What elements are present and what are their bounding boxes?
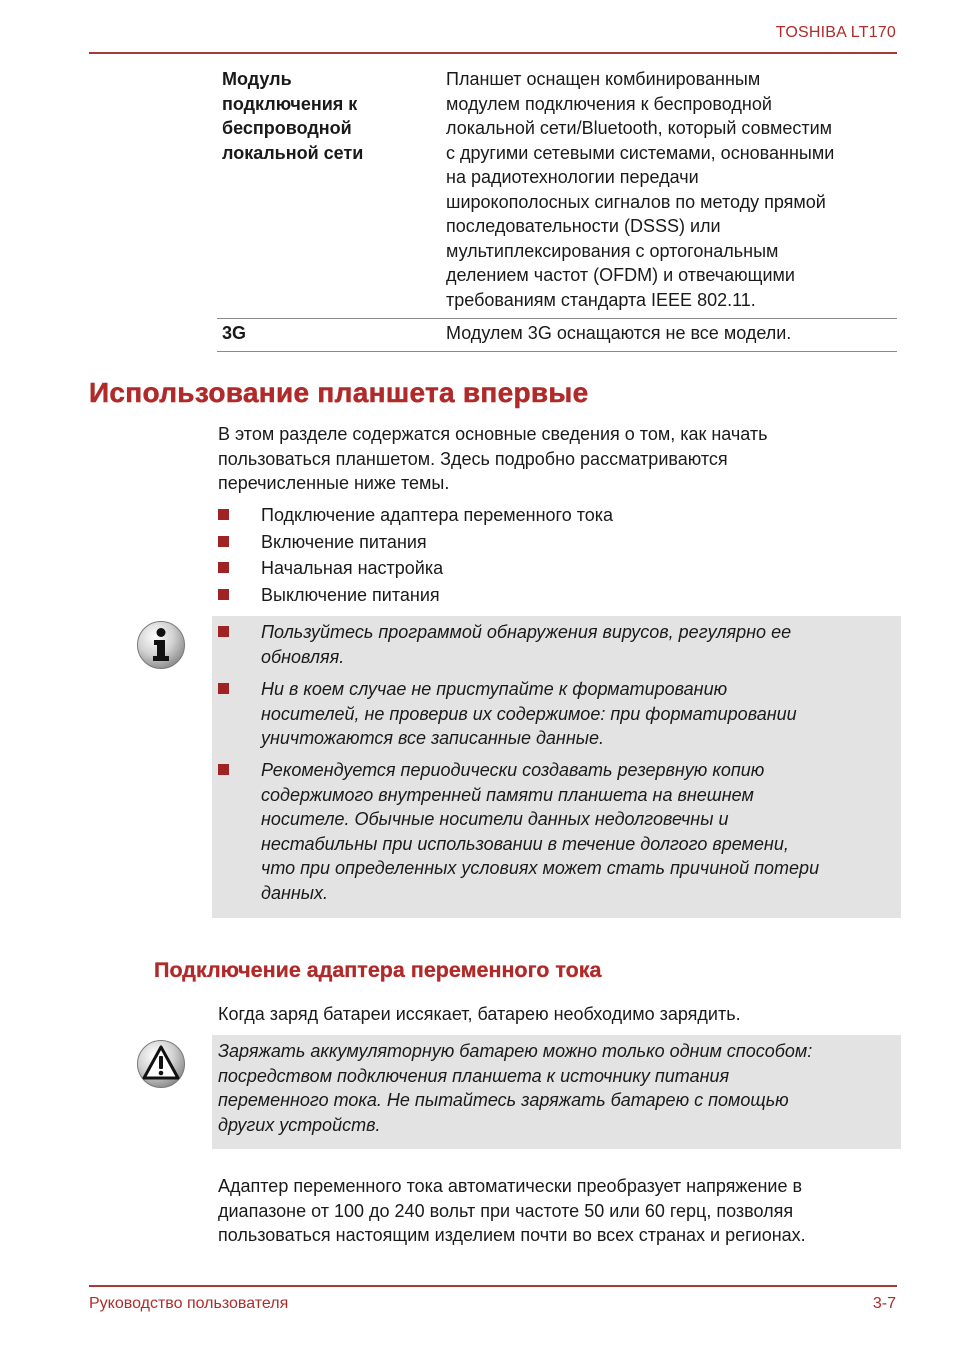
spec-desc-3g: Модулем 3G оснащаются не все модели.: [446, 323, 792, 343]
intro-line: пользоваться планшетом. Здесь подробно рассматриваются: [218, 448, 728, 469]
topic-item: Подключение адаптера переменного тока: [261, 505, 614, 525]
body-line: пользоваться настоящим изделием почти во всех странах и регионах.: [218, 1225, 806, 1245]
note-line: Ни в коем случае не приступайте к форматированию: [261, 679, 728, 699]
spec-term-line: подключения к: [222, 93, 358, 114]
bullet-marker: [218, 562, 229, 573]
intro-line: В этом разделе содержатся основные сведения о том, как начать: [218, 424, 768, 444]
spec-term-3g: 3G: [222, 323, 247, 343]
spec-desc-line: Планшет оснащен комбинированным: [446, 69, 761, 89]
note-line: содержимого внутренней памяти планшета на внешнем: [261, 784, 754, 805]
header-rule: [89, 52, 897, 54]
body-line: диапазоне от 100 до 240 вольт при частоте 50 или 60 герц, позволяя: [218, 1200, 794, 1221]
intro-paragraph: [218, 422, 878, 496]
footer-rule: [89, 1285, 897, 1287]
caution-line: посредством подключения планшета к источнику питания: [218, 1065, 730, 1086]
caution-line: Заряжать аккумуляторную батарею можно только одним способом:: [218, 1041, 813, 1061]
note-line: Пользуйтесь программой обнаружения вирусов, регулярно ее: [261, 622, 792, 642]
table-divider: [217, 318, 897, 319]
spec-desc-line: последовательности (DSSS) или: [446, 216, 721, 236]
spec-term-line: беспроводной: [222, 118, 352, 138]
caution-line: других устройств.: [218, 1114, 381, 1135]
note-line: нестабильны при использовании в течение долгого времени,: [261, 833, 789, 854]
header-brand: TOSHIBA LT170: [775, 24, 896, 41]
table-bottom-rule: [217, 351, 897, 352]
note-line: Рекомендуется периодически создавать резервную копию: [261, 760, 765, 780]
body-line: Адаптер переменного тока автоматически преобразует напряжение в: [218, 1176, 803, 1196]
note-item: [261, 758, 901, 905]
caution-line: переменного тока. Не пытайтесь заряжать батарею с помощью: [218, 1090, 789, 1110]
note-line: что при определенных условиях может стать причиной потери: [261, 858, 820, 878]
footer-page-number: 3-7: [872, 1295, 896, 1312]
subsection-intro: Когда заряд батареи иссякает, батарею необходимо зарядить.: [218, 1004, 741, 1024]
note-line: обновляя.: [261, 646, 345, 667]
topic-item: Начальная настройка: [261, 558, 444, 578]
note-item: [261, 677, 896, 751]
note-item: [261, 620, 896, 669]
bullet-marker: [218, 536, 229, 547]
bullet-marker: [218, 764, 229, 775]
bullet-marker: [218, 589, 229, 600]
bullet-marker: [218, 683, 229, 694]
spec-desc-line: широкополосных сигналов по методу прямой: [446, 191, 826, 212]
bullet-marker: [218, 626, 229, 637]
spec-desc-wlan: [446, 67, 901, 312]
spec-desc-line: на радиотехнологии передачи: [446, 167, 699, 187]
warning-icon: [136, 1039, 186, 1089]
section-title: Использование планшета впервые: [89, 377, 589, 408]
spec-term-line: локальной сети: [222, 142, 364, 163]
topic-item: Включение питания: [261, 532, 427, 552]
note-line: носителей, не проверив их содержимое: при форматировании: [261, 703, 797, 724]
spec-desc-line: делением частот (OFDM) и отвечающими: [446, 265, 795, 285]
info-icon: [136, 620, 186, 670]
adapter-paragraph: [218, 1174, 898, 1248]
note-line: данных.: [261, 882, 329, 903]
spec-term-wlan: [222, 67, 432, 165]
spec-desc-line: с другими сетевыми системами, основанными: [446, 142, 835, 163]
note-line: уничтожаются все записанные данные.: [261, 728, 604, 748]
bullet-marker: [218, 509, 229, 520]
spec-desc-line: локальной сети/Bluetooth, который совместим: [446, 118, 833, 138]
topic-item: Выключение питания: [261, 585, 440, 605]
caution-text: [218, 1039, 898, 1137]
note-line: носителе. Обычные носители данных недолговечны и: [261, 809, 729, 829]
spec-desc-line: мультиплексирования с ортогональным: [446, 240, 779, 261]
footer-manual-title: Руководство пользователя: [89, 1295, 289, 1312]
spec-desc-line: требованиям стандарта IEEE 802.11.: [446, 289, 756, 310]
spec-term-line: Модуль: [222, 69, 292, 89]
subsection-title: Подключение адаптера переменного тока: [154, 958, 602, 982]
intro-line: перечисленные ниже темы.: [218, 473, 450, 493]
spec-desc-line: модулем подключения к беспроводной: [446, 93, 772, 114]
